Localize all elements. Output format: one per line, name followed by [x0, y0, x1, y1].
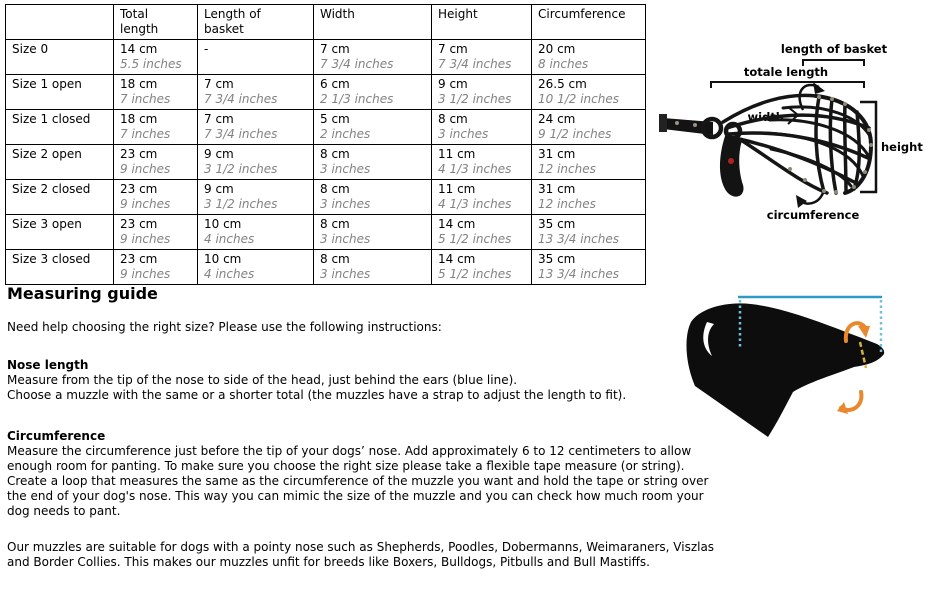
row-label: Size 0 — [6, 40, 114, 75]
measuring-guide-title: Measuring guide — [7, 284, 158, 303]
table-cell: 8 cm 3 inches — [314, 145, 432, 180]
paragraph-line: the end of your dog's nose. This way you can mimic the size of the muzzle and you can check how much room your — [7, 489, 704, 503]
table-cell: 14 cm 5.5 inches — [114, 40, 198, 75]
table-row — [6, 75, 646, 110]
table-cell: 31 cm 12 inches — [532, 180, 646, 215]
table-cell: 7 cm 7 3/4 inches — [198, 110, 314, 145]
dog-head-diagram — [655, 265, 925, 475]
table-cell: 10 cm 4 inches — [198, 250, 314, 285]
table-cell: 23 cm 9 inches — [114, 145, 198, 180]
muzzle-diagram — [655, 30, 925, 270]
paragraph-line: Our muzzles are suitable for dogs with a pointy nose such as Shepherds, Poodles, Dobermanns, Weimaraners, Viszlas — [7, 540, 715, 554]
paragraph-line: Create a loop that measures the same as the circumference of the muzzle you want and hold the tape or string over — [7, 474, 709, 488]
circumference-arrow-icon — [796, 189, 824, 208]
column-header: Length of basket — [198, 5, 314, 40]
orange-arrow-bottom-icon — [837, 392, 861, 414]
row-label: Size 1 open — [6, 75, 114, 110]
paragraph-line: Measure from the tip of the nose to side of the head, just behind the ears (blue line). — [7, 373, 518, 387]
row-label: Size 3 closed — [6, 250, 114, 285]
size-table-header-row — [6, 5, 646, 40]
paragraph-line: enough room for panting. To make sure you choose the right size please take a flexible tape measure (or string). — [7, 459, 685, 473]
table-row — [6, 145, 646, 180]
table-cell: 8 cm 3 inches — [314, 215, 432, 250]
table-cell: 6 cm 2 1/3 inches — [314, 75, 432, 110]
paragraph-line: Measure the circumference just before the tip of your dogs’ nose. Add approximately 6 to 12 centimeters to allow — [7, 444, 692, 458]
table-cell: 35 cm 13 3/4 inches — [532, 215, 646, 250]
table-cell: 23 cm 9 inches — [114, 215, 198, 250]
table-cell: 9 cm 3 1/2 inches — [198, 145, 314, 180]
table-cell: 20 cm 8 inches — [532, 40, 646, 75]
table-row — [6, 180, 646, 215]
size-table-body — [6, 40, 646, 285]
row-label: Size 2 closed — [6, 180, 114, 215]
table-row — [6, 40, 646, 75]
width-label: width — [747, 110, 784, 124]
paragraph-line: dog needs to pant. — [7, 504, 121, 518]
table-cell: 18 cm 7 inches — [114, 110, 198, 145]
table-cell: 31 cm 12 inches — [532, 145, 646, 180]
paragraph-line: and Border Collies. This makes our muzzles unfit for breeds like Boxers, Bulldogs, Pitbulls and Bull Mastiffs. — [7, 555, 650, 569]
table-cell: 26.5 cm 10 1/2 inches — [532, 75, 646, 110]
circumference-label: circumference — [766, 208, 860, 222]
table-cell: 23 cm 9 inches — [114, 180, 198, 215]
table-row — [6, 215, 646, 250]
table-cell: 8 cm 3 inches — [314, 250, 432, 285]
table-cell: - — [198, 40, 314, 75]
table-row — [6, 110, 646, 145]
circumference-heading: Circumference — [7, 429, 106, 443]
totale-length-label: totale length — [743, 65, 829, 79]
table-cell: 11 cm 4 1/3 inches — [432, 145, 532, 180]
column-header: Height — [432, 5, 532, 40]
table-cell: 18 cm 7 inches — [114, 75, 198, 110]
size-table — [5, 4, 646, 285]
table-cell: 9 cm 3 1/2 inches — [198, 180, 314, 215]
table-cell: 35 cm 13 3/4 inches — [532, 250, 646, 285]
table-cell: 23 cm 9 inches — [114, 250, 198, 285]
table-cell: 14 cm 5 1/2 inches — [432, 250, 532, 285]
circumference-paragraph — [7, 444, 708, 519]
table-cell: 14 cm 5 1/2 inches — [432, 215, 532, 250]
column-header: Circumference — [532, 5, 646, 40]
table-cell: 8 cm 3 inches — [314, 180, 432, 215]
table-cell: 7 cm 7 3/4 inches — [198, 75, 314, 110]
row-label: Size 1 closed — [6, 110, 114, 145]
table-cell: 10 cm 4 inches — [198, 215, 314, 250]
table-cell: 5 cm 2 inches — [314, 110, 432, 145]
row-label: Size 3 open — [6, 215, 114, 250]
table-row — [6, 250, 646, 285]
column-header: Total length — [114, 5, 198, 40]
totale-length-bracket-icon — [711, 82, 864, 88]
length-of-basket-label: length of basket — [780, 42, 888, 56]
guide-intro: Need help choosing the right size? Please use the following instructions: — [7, 320, 442, 334]
row-label: Size 2 open — [6, 145, 114, 180]
nose-length-paragraph — [7, 373, 626, 403]
table-cell: 7 cm 7 3/4 inches — [432, 40, 532, 75]
corner-cell — [6, 5, 114, 40]
table-cell: 24 cm 9 1/2 inches — [532, 110, 646, 145]
table-cell: 11 cm 4 1/3 inches — [432, 180, 532, 215]
nose-length-heading: Nose length — [7, 358, 89, 372]
column-header: Width — [314, 5, 432, 40]
table-cell: 8 cm 3 inches — [432, 110, 532, 145]
table-cell: 7 cm 7 3/4 inches — [314, 40, 432, 75]
paragraph-line: Choose a muzzle with the same or a shorter total (the muzzles have a strap to adjust the length to fit). — [7, 388, 627, 402]
suitable-breeds-paragraph — [7, 540, 714, 570]
height-label: height — [881, 140, 923, 154]
table-cell: 9 cm 3 1/2 inches — [432, 75, 532, 110]
